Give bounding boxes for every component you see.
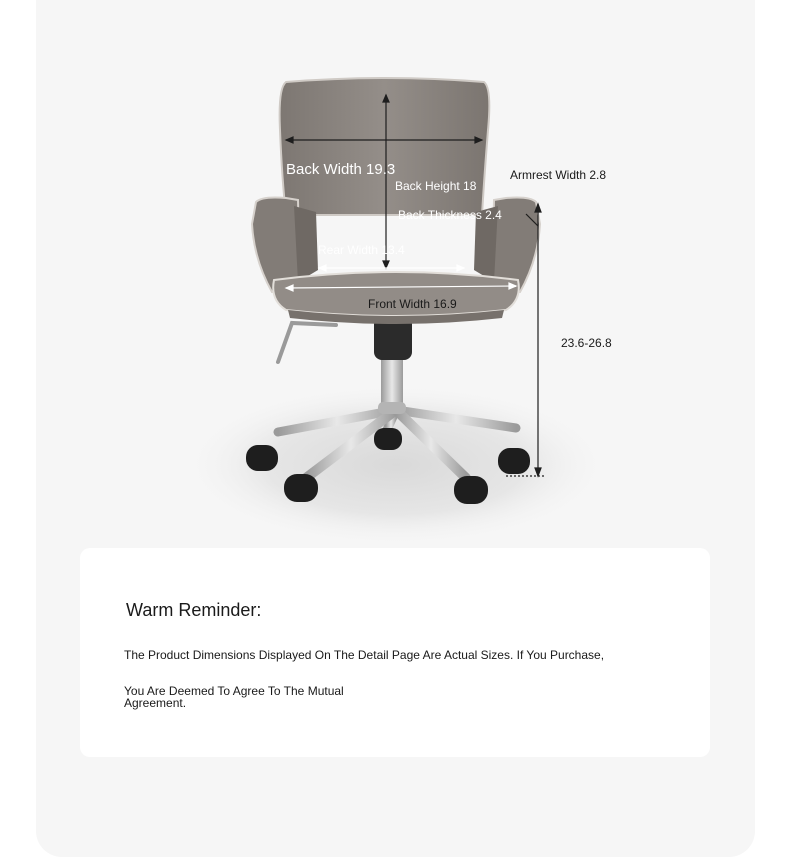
rear-width-label: Rear Width 13.4 [318,243,405,257]
product-detail-card [36,0,755,857]
reminder-text-line: You Are Deemed To Agree To The Mutual [124,684,344,698]
back-thickness-label: Back Thickness 2.4 [398,208,502,222]
warm-reminder-panel [80,548,710,757]
armrest-width-label: Armrest Width 2.8 [510,168,607,182]
reminder-title: Warm Reminder: [126,600,262,620]
reminder-text-line: The Product Dimensions Displayed On The Detail Page Are Actual Sizes. If You Purchase, [124,648,605,662]
back-width-label: Back Width 19.3 [286,161,396,178]
reminder-text-line: Agreement. [124,696,187,710]
office-chair-illustration [36,0,755,560]
front-width-label: Front Width 16.9 [368,297,457,311]
back-height-label: Back Height 18 [395,179,477,193]
seat-height-label: 23.6-26.8 [561,336,612,350]
height-lever [278,323,336,362]
product-dimension-figure [36,0,755,560]
